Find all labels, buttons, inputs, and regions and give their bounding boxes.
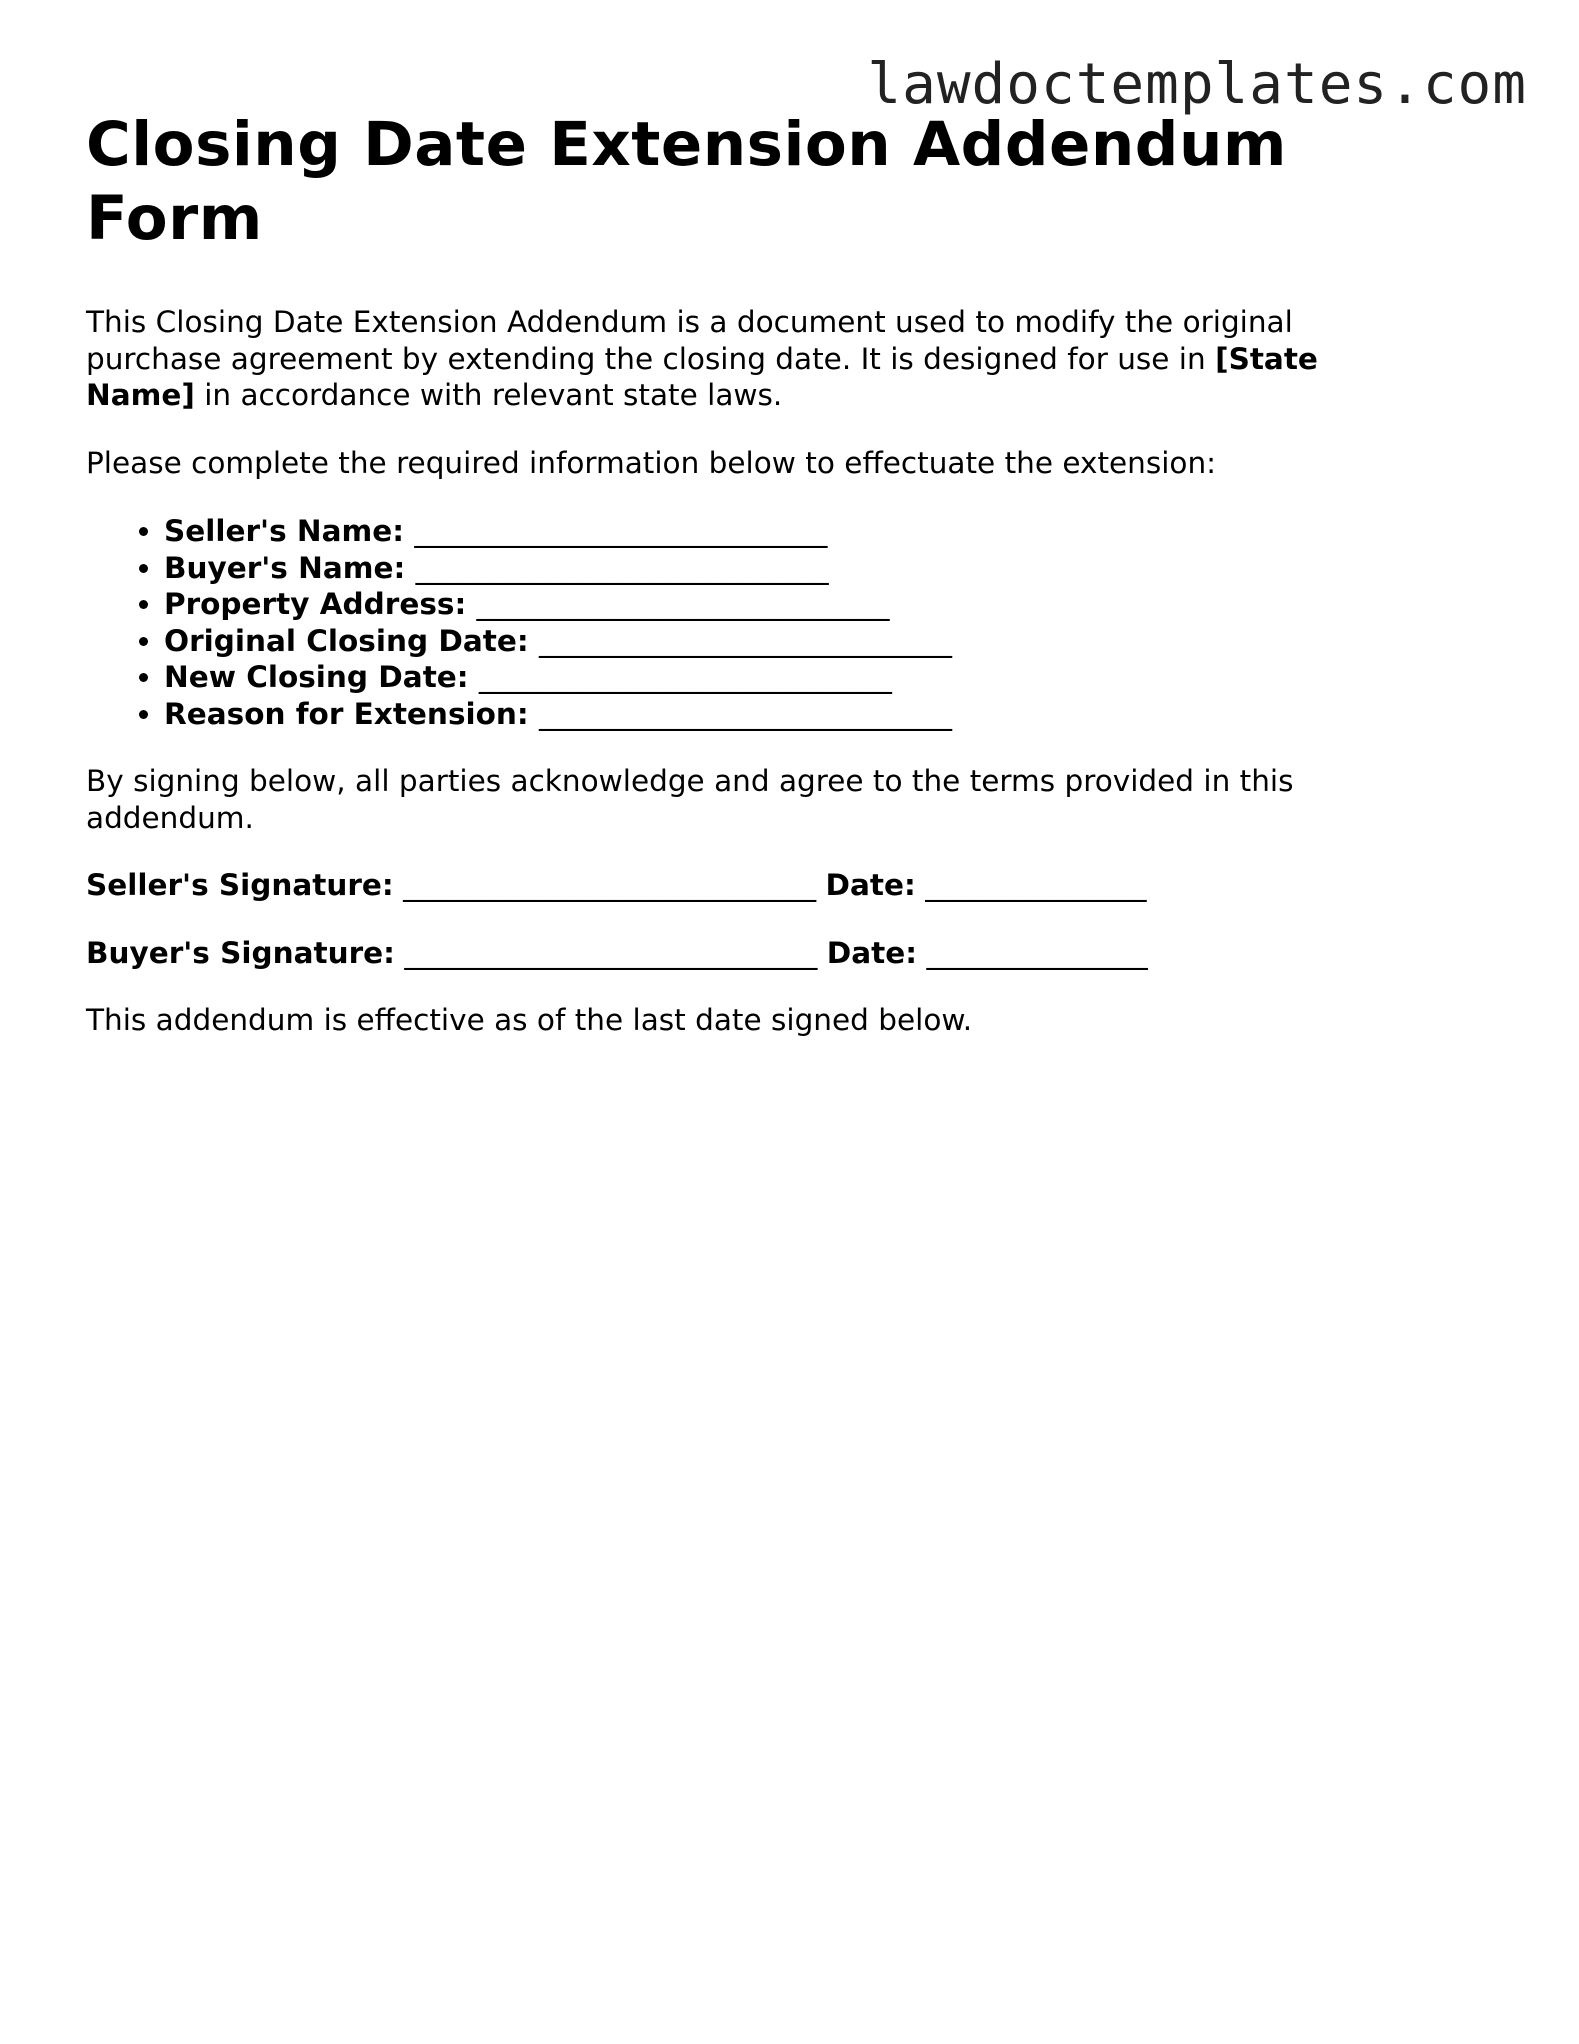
field-list bbox=[86, 513, 1386, 732]
buyer-signature-row bbox=[86, 935, 1386, 972]
field-label: Seller's Name: bbox=[164, 514, 405, 548]
closing-statement: This addendum is effective as of the last date signed below. bbox=[86, 1003, 973, 1037]
signature-label: Buyer's Signature: bbox=[86, 935, 395, 970]
intro-text-after: in accordance with relevant state laws. bbox=[194, 378, 783, 412]
acknowledgement-text: By signing below, all parties acknowledge and agree to the terms provided in this addendum. bbox=[86, 764, 1294, 835]
fill-in-blank[interactable]: ____________________________ bbox=[476, 587, 890, 621]
field-sellers-name bbox=[164, 513, 1386, 550]
watermark: lawdoctemplates.com bbox=[867, 52, 1527, 117]
field-buyers-name bbox=[164, 550, 1386, 587]
fill-in-blank[interactable]: ____________________________ bbox=[414, 514, 828, 548]
seller-signature-row bbox=[86, 867, 1386, 904]
document-body bbox=[86, 108, 1386, 1039]
date-label: Date: bbox=[825, 868, 916, 902]
field-label: Reason for Extension: bbox=[164, 696, 529, 731]
field-original-closing-date bbox=[164, 623, 1386, 660]
field-label: New Closing Date: bbox=[164, 660, 469, 694]
page-title: Closing Date Extension Addendum Form bbox=[86, 109, 1287, 254]
state-name-placeholder: [State Name] bbox=[86, 341, 1318, 412]
field-label: Original Closing Date: bbox=[164, 623, 529, 658]
fill-in-blank[interactable]: ____________________________ bbox=[538, 623, 952, 658]
intro-text-before: This Closing Date Extension Addendum is a document used to modify the original purchase agreement by extending the closing date. It is designed for use in bbox=[86, 305, 1293, 376]
field-label: Buyer's Name: bbox=[164, 550, 406, 585]
field-reason-for-extension bbox=[164, 696, 1386, 733]
intro-paragraph bbox=[86, 304, 1386, 414]
date-blank[interactable]: _______________ bbox=[925, 868, 1147, 902]
fill-in-blank[interactable]: ____________________________ bbox=[415, 550, 829, 585]
signature-label: Seller's Signature: bbox=[86, 868, 394, 902]
fill-in-blank[interactable]: ____________________________ bbox=[538, 696, 952, 731]
field-property-address bbox=[164, 586, 1386, 623]
field-new-closing-date bbox=[164, 659, 1386, 696]
field-label: Property Address: bbox=[164, 587, 467, 621]
date-label: Date: bbox=[826, 935, 918, 970]
date-blank[interactable]: _______________ bbox=[926, 935, 1148, 970]
signature-blank[interactable]: ____________________________ bbox=[404, 935, 818, 970]
instruction-text: Please complete the required information below to effectuate the extension: bbox=[86, 445, 1217, 480]
fill-in-blank[interactable]: ____________________________ bbox=[478, 660, 892, 694]
signature-blank[interactable]: ____________________________ bbox=[403, 868, 817, 902]
